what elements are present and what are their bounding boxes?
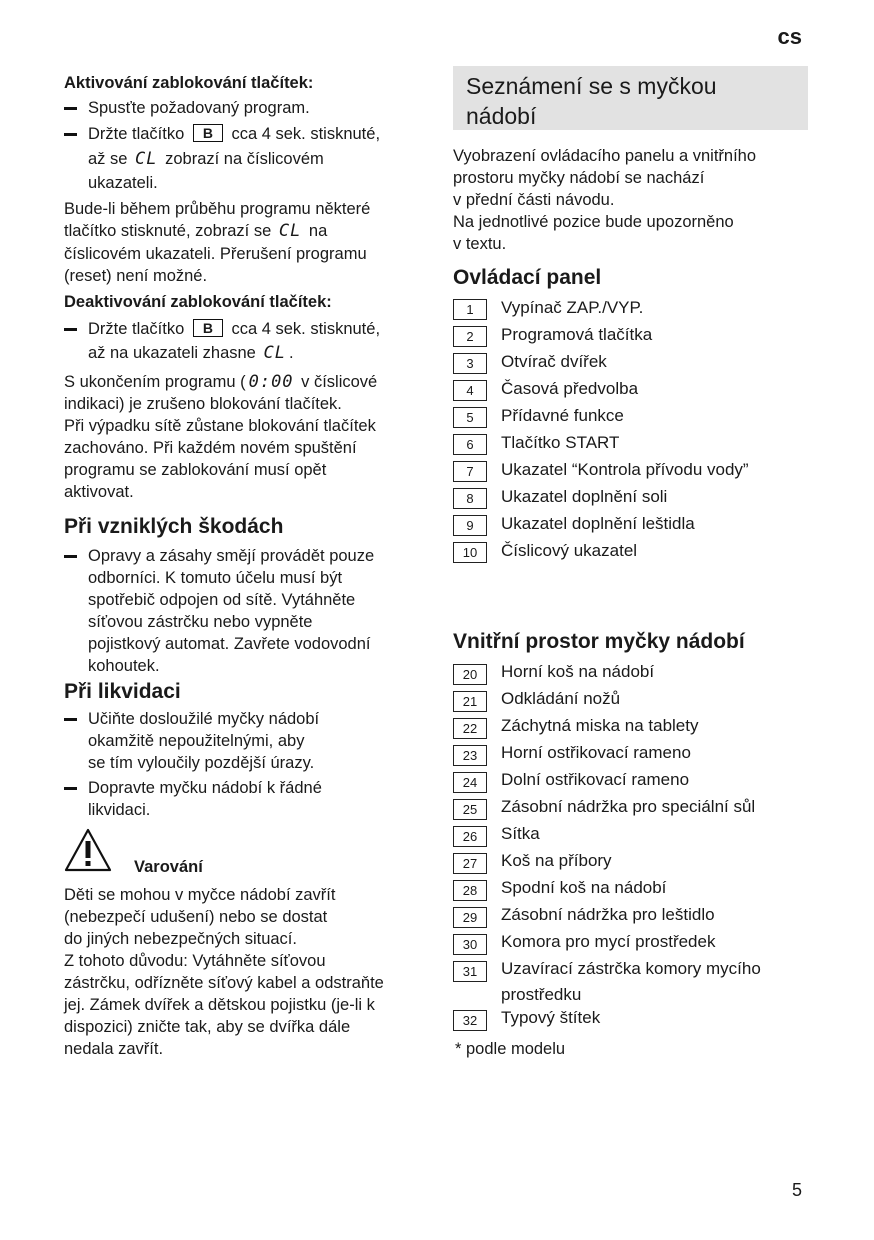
page-number: 5: [791, 1180, 802, 1200]
damage-line3: spotřebič odpojen od sítě. Vytáhněte: [88, 591, 356, 609]
disposal-item2-line2: likvidaci.: [88, 801, 151, 819]
panel-item-label: Číslicový ukazatel: [501, 541, 638, 560]
intro-line4: Na jednotlivé pozice bude upozorněno: [453, 213, 734, 231]
intro-line3: v přední části návodu.: [453, 191, 615, 209]
end-para-line6: aktivovat.: [64, 483, 134, 501]
interior-item-label: Spodní koš na nádobí: [501, 878, 667, 897]
interior-item-number: 30: [453, 934, 487, 955]
panel-item-label: Přídavné funkce: [501, 406, 624, 425]
disposal-item1-line1: Učiňte dosloužilé myčky nádobí: [88, 710, 320, 728]
interior-item-number: 31: [453, 961, 487, 982]
interior-item-number: 25: [453, 799, 487, 820]
interior-item-label: Odkládání nožů: [501, 689, 621, 708]
panel-item-number: 8: [453, 488, 487, 509]
warning-line7: dispozici) zničte tak, aby se dvířka dále: [64, 1018, 351, 1036]
damage-heading: Při vzniklých škodách: [64, 515, 284, 538]
panel-item-number: 5: [453, 407, 487, 428]
interior-item-label: Komora pro mycí prostředek: [501, 932, 716, 951]
panel-item-number: 4: [453, 380, 487, 401]
section-title-line1: Seznámení se s myčkou: [466, 73, 717, 99]
lock-deactivate-step1-line2: až na ukazateli zhasne CL .: [88, 343, 294, 363]
end-para-line3: Při výpadku sítě zůstane blokování tlačítek: [64, 417, 376, 435]
end-para-line2: indikaci) je zrušeno blokování tlačítek.: [64, 395, 342, 413]
display-cl-icon: CL: [278, 221, 302, 241]
during-para-line4: (reset) není možné.: [64, 267, 208, 285]
interior-item-number: 24: [453, 772, 487, 793]
display-time-icon: 0:00: [248, 372, 294, 392]
panel-item-number: 3: [453, 353, 487, 374]
intro-line2: prostoru myčky nádobí se nachází: [453, 169, 705, 187]
during-para-line2: tlačítko stisknuté, zobrazí se CL na: [64, 221, 328, 241]
panel-item-number: 1: [453, 299, 487, 320]
lock-deactivate-heading: Deaktivování zablokování tlačítek:: [64, 293, 332, 311]
interior-item-number: 28: [453, 880, 487, 901]
interior-item-label: Záchytná miska na tablety: [501, 716, 699, 735]
disposal-heading: Při likvidaci: [64, 680, 181, 703]
warning-line6: jej. Zámek dvířek a dětskou pojistku (je-li k: [64, 996, 375, 1014]
bullet-dash: [64, 718, 77, 721]
panel-item-label: Vypínač ZAP./VYP.: [501, 298, 644, 317]
panel-item-label: Programová tlačítka: [501, 325, 653, 344]
interior-item-label: Koš na příbory: [501, 851, 612, 870]
interior-item-label: Sítka: [501, 824, 540, 843]
key-b-icon: B: [193, 124, 223, 142]
disposal-item1-line2: okamžitě nepoužitelnými, aby: [88, 732, 305, 750]
interior-item-number: 27: [453, 853, 487, 874]
section-title-line2: nádobí: [466, 103, 537, 129]
during-para-line3: číslicovém ukazateli. Přerušení programu: [64, 245, 367, 263]
panel-item-number: 9: [453, 515, 487, 536]
damage-line6: kohoutek.: [88, 657, 160, 675]
interior-item-label-cont: prostředku: [501, 985, 582, 1004]
warning-triangle-icon: [64, 828, 112, 872]
intro-line1: Vyobrazení ovládacího panelu a vnitřního: [453, 147, 757, 165]
interior-heading: Vnitřní prostor myčky nádobí: [453, 630, 745, 653]
lock-activate-step1: Spusťte požadovaný program.: [88, 99, 310, 117]
intro-line5: v textu.: [453, 235, 507, 253]
display-cl-icon: CL: [135, 149, 158, 169]
lock-activate-heading: Aktivování zablokování tlačítek:: [64, 74, 314, 92]
bullet-dash: [64, 107, 77, 110]
warning-line4: Z tohoto důvodu: Vytáhněte síťovou: [64, 952, 326, 970]
panel-item-label: Otvírač dvířek: [501, 352, 607, 371]
end-para-line4: zachováno. Při každém novém spuštění: [64, 439, 357, 457]
interior-item-label: Typový štítek: [501, 1008, 601, 1027]
warning-line1: Děti se mohou v myčce nádobí zavřít: [64, 886, 336, 904]
display-cl-icon: CL: [263, 343, 286, 363]
warning-line5: zástrčku, odřízněte síťový kabel a odstraňte: [64, 974, 384, 992]
end-para-line1: S ukončením programu ( 0:00 v číslicové: [64, 372, 378, 392]
damage-line5: pojistkový automat. Zavřete vodovodní: [88, 635, 371, 653]
lock-activate-step2-line3: ukazateli.: [88, 174, 158, 192]
damage-line2: odborníci. K tomuto účelu musí být: [88, 569, 343, 587]
end-para-line5: programu se zablokování musí opět: [64, 461, 327, 479]
warning-line8: nedala zavřít.: [64, 1040, 164, 1058]
bullet-dash: [64, 787, 77, 790]
interior-item-label: Zásobní nádržka pro leštidlo: [501, 905, 715, 924]
during-para-line1: Bude-li během průběhu programu některé: [64, 200, 371, 218]
language-code: cs: [777, 24, 802, 49]
disposal-item2-line1: Dopravte myčku nádobí k řádné: [88, 779, 322, 797]
interior-item-number: 20: [453, 664, 487, 685]
panel-item-label: Ukazatel doplnění leštidla: [501, 514, 695, 533]
damage-line4: síťovou zástrčku nebo vypněte: [88, 613, 313, 631]
lock-deactivate-step1: Držte tlačítko B cca 4 sek. stisknuté,: [88, 320, 381, 338]
panel-item-number: 6: [453, 434, 487, 455]
warning-line2: (nebezpečí udušení) nebo se dostat: [64, 908, 328, 926]
bullet-dash: [64, 555, 77, 558]
warning-line3: do jiných nebezpečných situací.: [64, 930, 297, 948]
bullet-dash: [64, 133, 77, 136]
warning-label: Varování: [134, 858, 203, 876]
panel-item-number: 2: [453, 326, 487, 347]
bullet-dash: [64, 328, 77, 331]
interior-item-number: 22: [453, 718, 487, 739]
interior-item-label: Zásobní nádržka pro speciální sůl: [501, 797, 756, 816]
panel-item-label: Tlačítko START: [501, 433, 620, 452]
panel-item-label: Ukazatel doplnění soli: [501, 487, 668, 506]
interior-item-label: Uzavírací zástrčka komory mycího: [501, 959, 761, 978]
interior-item-label: Horní koš na nádobí: [501, 662, 655, 681]
lock-activate-step2: Držte tlačítko B cca 4 sek. stisknuté,: [88, 125, 381, 143]
key-b-icon: B: [193, 319, 223, 337]
interior-item-number: 32: [453, 1010, 487, 1031]
panel-heading: Ovládací panel: [453, 266, 602, 289]
panel-item-label: Ukazatel “Kontrola přívodu vody”: [501, 460, 749, 479]
interior-item-label: Dolní ostřikovací rameno: [501, 770, 690, 789]
interior-item-label: Horní ostřikovací rameno: [501, 743, 691, 762]
lock-activate-step2-line2: až se CL zobrazí na číslicovém: [88, 149, 324, 169]
interior-item-number: 21: [453, 691, 487, 712]
damage-line1: Opravy a zásahy smějí provádět pouze: [88, 547, 375, 565]
interior-item-number: 23: [453, 745, 487, 766]
footnote: * podle modelu: [455, 1040, 566, 1058]
interior-item-number: 26: [453, 826, 487, 847]
disposal-item1-line3: se tím vyloučily pozdější úrazy.: [88, 754, 315, 772]
panel-item-number: 10: [453, 542, 487, 563]
panel-item-number: 7: [453, 461, 487, 482]
panel-item-label: Časová předvolba: [501, 379, 639, 398]
interior-item-number: 29: [453, 907, 487, 928]
